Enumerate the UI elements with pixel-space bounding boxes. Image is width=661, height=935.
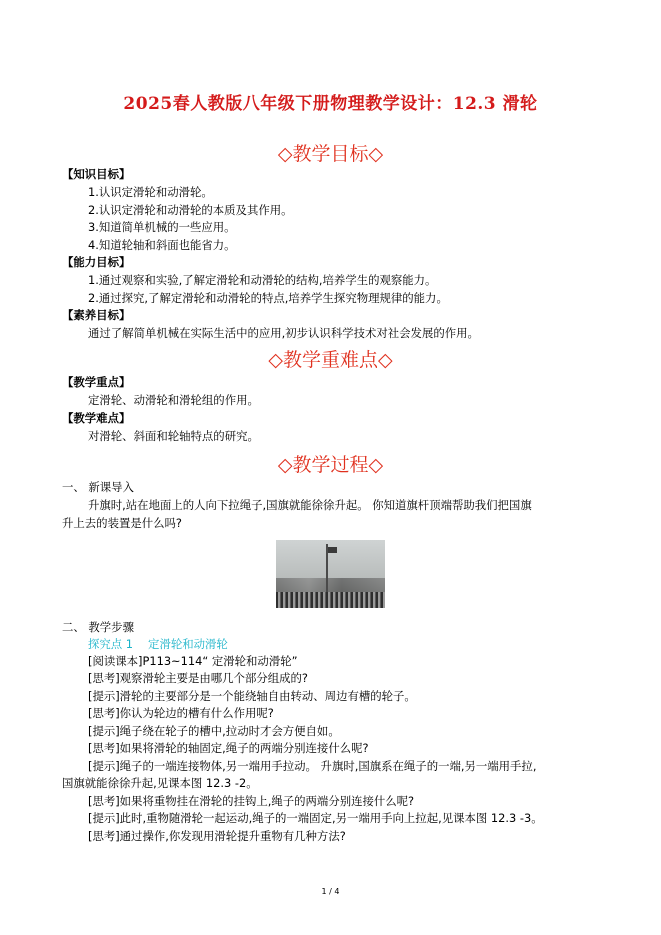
knowledge-item: 4.知道轮轴和斜面也能省力。 (88, 238, 236, 252)
part1-text: 升旗时,站在地面上的人向下拉绳子,国旗就能徐徐升起。 你知道旗杆顶端帮助我们把国旗 (88, 498, 532, 512)
difficulty-heading: 【教学难点】 (62, 411, 131, 425)
section-heading-objectives: ◇教学目标◇ (277, 143, 384, 165)
ability-item: 2.通过探究,了解定滑轮和动滑轮的特点,培养学生探究物理规律的能力。 (88, 291, 448, 305)
process-line: [阅读课本]P113~114“ 定滑轮和动滑轮” (88, 654, 298, 668)
process-line: [提示]绳子绕在轮子的槽中,拉动时才会方便自如。 (88, 724, 340, 738)
process-line: [提示]滑轮的主要部分是一个能绕轴自由转动、周边有槽的轮子。 (88, 689, 416, 703)
knowledge-heading: 【知识目标】 (62, 167, 131, 181)
knowledge-item: 2.认识定滑轮和动滑轮的本质及其作用。 (88, 203, 293, 217)
process-line: [思考]你认为轮边的槽有什么作用呢? (88, 706, 274, 720)
document-title: 2025春人教版八年级下册物理教学设计：12.3 滑轮 (123, 94, 538, 114)
process-line: [思考]观察滑轮主要是由哪几个部分组成的? (88, 671, 308, 685)
part1-heading: 一、 新课导入 (62, 480, 134, 494)
focus-heading: 【教学重点】 (62, 375, 131, 389)
process-line: [思考]如果将滑轮的轴固定,绳子的两端分别连接什么呢? (88, 741, 369, 755)
section-heading-key-points: ◇教学重难点◇ (268, 349, 393, 371)
difficulty-text: 对滑轮、斜面和轮轴特点的研究。 (88, 429, 259, 443)
crowd-shape (276, 592, 385, 608)
part2-heading: 二、 教学步骤 (62, 620, 134, 634)
explore-point-label: 探究点 1 定滑轮和动滑轮 (88, 637, 228, 651)
knowledge-item: 3.知道简单机械的一些应用。 (88, 220, 236, 234)
focus-text: 定滑轮、动滑轮和滑轮组的作用。 (88, 393, 259, 407)
part1-text: 升上去的装置是什么吗? (62, 516, 182, 530)
literacy-item: 通过了解简单机械在实际生活中的应用,初步认识科学技术对社会发展的作用。 (88, 326, 479, 340)
process-line: [思考]通过操作,你发现用滑轮提升重物有几种方法? (88, 829, 346, 843)
flag-shape (328, 547, 337, 553)
process-line: [提示]绳子的一端连接物体,另一端用手拉动。 升旗时,国旗系在绳子的一端,另一端用手拉, (88, 759, 537, 773)
flag-raising-photo (276, 540, 385, 608)
process-line: [思考]如果将重物挂在滑轮的挂钩上,绳子的两端分别连接什么呢? (88, 794, 415, 808)
literacy-heading: 【素养目标】 (62, 308, 131, 322)
section-heading-process: ◇教学过程◇ (277, 454, 384, 476)
process-line: [提示]此时,重物随滑轮一起运动,绳子的一端固定,另一端用手向上拉起,见课本图 12.3 -3。 (88, 811, 543, 825)
ability-item: 1.通过观察和实验,了解定滑轮和动滑轮的结构,培养学生的观察能力。 (88, 273, 437, 287)
process-line: 国旗就能徐徐升起,见课本图 12.3 -2。 (62, 776, 258, 790)
ability-heading: 【能力目标】 (62, 255, 131, 269)
knowledge-item: 1.认识定滑轮和动滑轮。 (88, 185, 213, 199)
page-number: 1 / 4 (321, 887, 340, 896)
